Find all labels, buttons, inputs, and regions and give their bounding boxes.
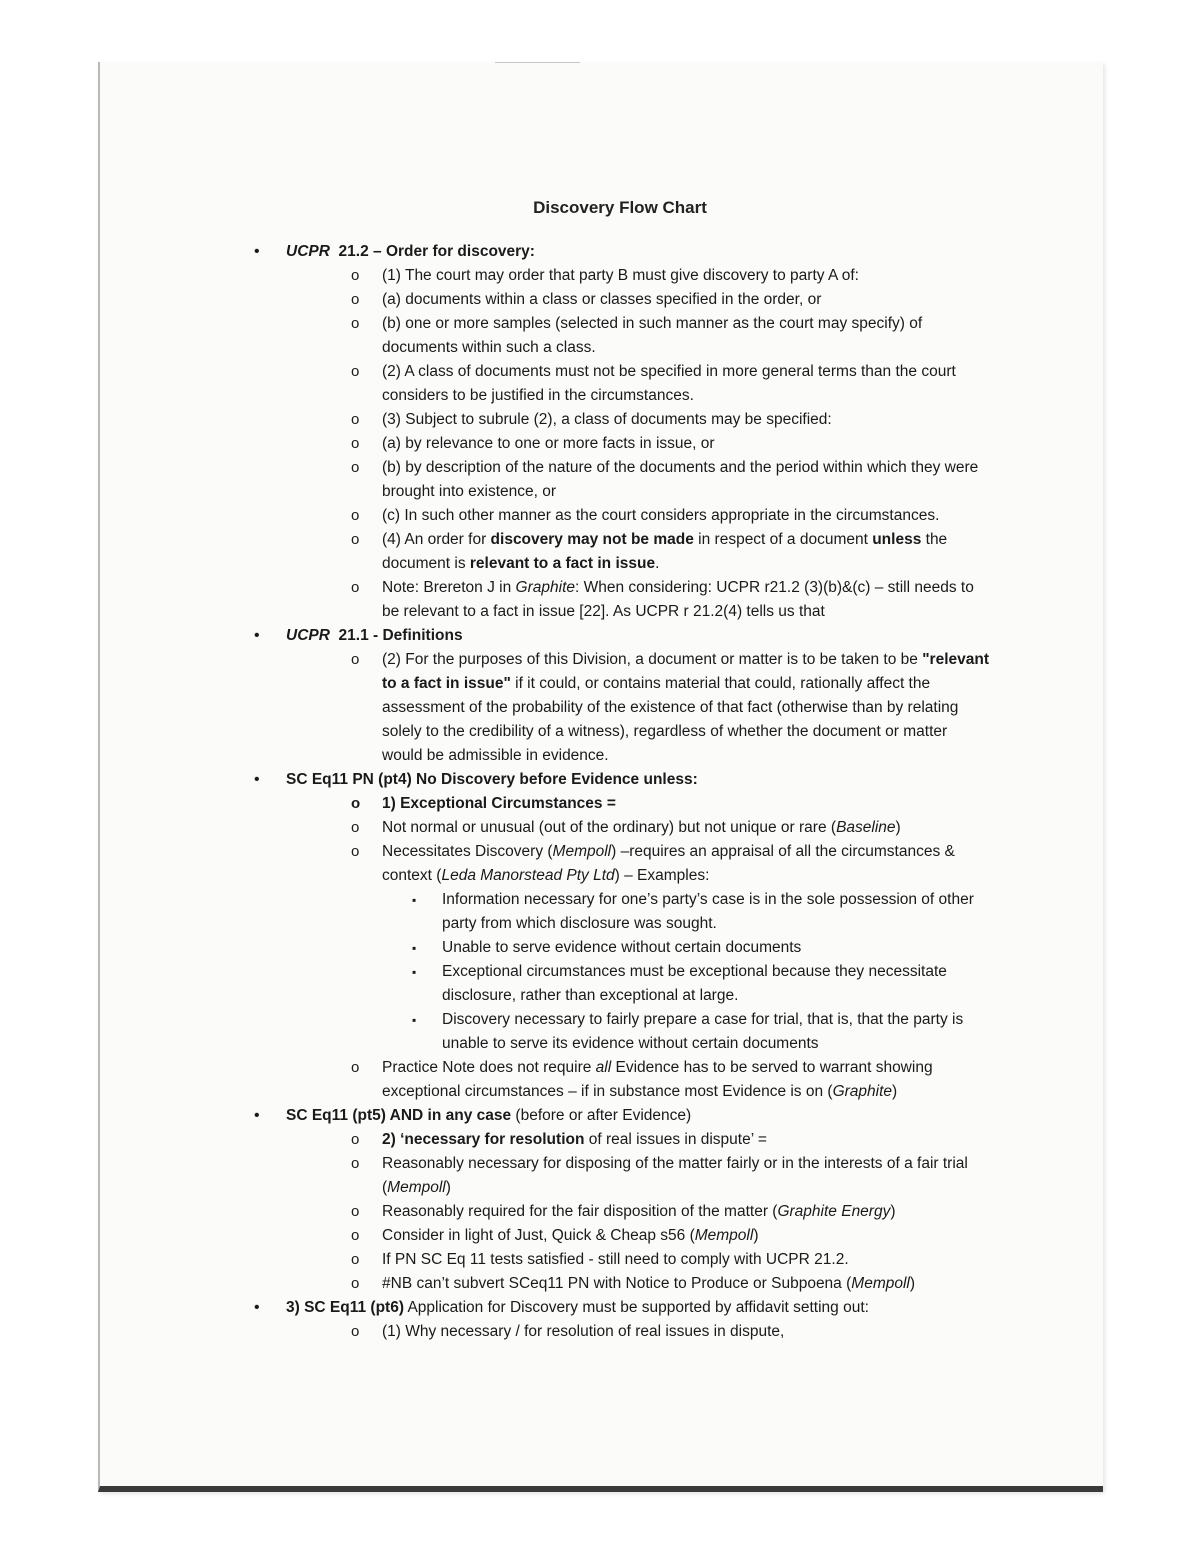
text: . bbox=[655, 555, 660, 572]
case-name: Mempoll bbox=[387, 1179, 446, 1196]
sub-list bbox=[286, 1128, 990, 1296]
page-title: Discovery Flow Chart bbox=[533, 198, 707, 217]
text: Note: Brereton J in bbox=[382, 579, 516, 596]
list-item bbox=[322, 816, 990, 840]
text: of real issues in dispute’ = bbox=[584, 1131, 767, 1148]
case-name: Graphite bbox=[832, 1083, 893, 1100]
case-name: Mempoll bbox=[694, 1227, 754, 1244]
text: #NB can’t subvert SCeq11 PN with Notice to Produce or Subpoena ( bbox=[382, 1275, 852, 1292]
text: Necessitates Discovery ( bbox=[382, 843, 553, 860]
list-item: ▪ Exceptional circumstances must be exceptional because they necessitate disclosure, rather than exceptional at large. bbox=[382, 960, 990, 1008]
list-item bbox=[322, 840, 990, 1056]
text: ) bbox=[909, 1275, 916, 1292]
section-ucpr-21-2 bbox=[250, 240, 990, 624]
list-item bbox=[322, 1152, 990, 1200]
document-body bbox=[250, 240, 990, 1344]
list-item: o (3) Subject to subrule (2), a class of documents may be specified: bbox=[322, 408, 990, 432]
list-item: o (b) by description of the nature of the documents and the period within which they were brought into existence, or bbox=[322, 456, 990, 504]
bold-text: 2) ‘necessary for resolution bbox=[382, 1131, 585, 1148]
sub-list bbox=[286, 264, 990, 624]
list-item bbox=[322, 1224, 990, 1248]
text: : When considering: UCPR r21.2 (3)(b)&(c) – still needs to be relevant to a fact in issue [22]. As UCPR r 21.2(4) tells us that bbox=[382, 579, 974, 620]
list-item: o (c) In such other manner as the court considers appropriate in the circumstances. bbox=[322, 504, 990, 528]
section-head: 3) SC Eq11 (pt6) bbox=[286, 1299, 404, 1316]
sub-list bbox=[286, 792, 990, 1104]
text: ) bbox=[890, 1203, 896, 1220]
case-name: Mempoll bbox=[851, 1275, 910, 1292]
main-list bbox=[250, 240, 990, 1344]
example-list bbox=[382, 888, 990, 1056]
list-item bbox=[322, 1128, 990, 1152]
text: ) bbox=[892, 1083, 898, 1100]
list-item: ▪ Discovery necessary to fairly prepare a case for trial, that is, that the party is unable to serve its evidence without certain documents bbox=[382, 1008, 990, 1056]
list-item: o 1) Exceptional Circumstances = bbox=[322, 792, 990, 816]
text: ) – Examples: bbox=[614, 867, 710, 884]
list-item bbox=[322, 1200, 990, 1224]
text: Reasonably required for the fair disposition of the matter ( bbox=[382, 1203, 778, 1220]
list-item bbox=[322, 648, 990, 768]
text: (4) An order for bbox=[382, 531, 491, 548]
text: Practice Note does not require bbox=[382, 1059, 596, 1076]
text: ) bbox=[895, 819, 901, 836]
text: Reasonably necessary for disposing of the matter fairly or in the interests of a fair trial ( bbox=[382, 1155, 968, 1196]
list-item bbox=[322, 1272, 990, 1296]
case-name: Leda Manorstead Pty Ltd bbox=[441, 867, 615, 884]
case-name: Graphite Energy bbox=[777, 1203, 891, 1220]
sub-list bbox=[286, 1320, 990, 1344]
list-item: o (a) documents within a class or classes specified in the order, or bbox=[322, 288, 990, 312]
italic-text: all bbox=[595, 1059, 612, 1076]
scan-mark bbox=[495, 62, 580, 63]
section-head-italic: UCPR bbox=[286, 627, 330, 644]
text: Application for Discovery must be supported by affidavit setting out: bbox=[404, 1299, 869, 1316]
sub-list bbox=[286, 648, 990, 768]
section-sc-eq11-pt6 bbox=[250, 1296, 990, 1344]
section-head: SC Eq11 (pt5) AND in any case bbox=[286, 1107, 512, 1124]
text: (2) For the purposes of this Division, a document or matter is to be taken to be bbox=[382, 651, 923, 668]
section-head: SC Eq11 PN (pt4) No Discovery before Evidence unless: bbox=[286, 771, 698, 788]
list-item: o (1) Why necessary / for resolution of real issues in dispute, bbox=[322, 1320, 990, 1344]
list-item: o (2) A class of documents must not be specified in more general terms than the court considers to be justified in the circumstances. bbox=[322, 360, 990, 408]
text: if it could, or contains material that could, rationally affect the assessment of the probability of the existence of that fact (otherwise than by relating solely to the credibility of a witness), regardless of whether the document or matter would be admissible in evidence. bbox=[382, 675, 959, 764]
section-head: 21.2 – Order for discovery: bbox=[338, 243, 535, 260]
text: Not normal or unusual (out of the ordinary) but not unique or rare ( bbox=[382, 819, 837, 836]
list-item: ▪ Information necessary for one’s party’s case is in the sole possession of other party from which disclosure was sought. bbox=[382, 888, 990, 936]
bold-text: discovery may not be made bbox=[490, 531, 694, 548]
bold-text: relevant to a fact in issue bbox=[469, 555, 656, 572]
list-item: o If PN SC Eq 11 tests satisfied - still need to comply with UCPR 21.2. bbox=[322, 1248, 990, 1272]
list-item: ▪ Unable to serve evidence without certain documents bbox=[382, 936, 990, 960]
bold-text: unless bbox=[872, 531, 922, 548]
case-name: Graphite bbox=[515, 579, 575, 596]
list-item: o (a) by relevance to one or more facts in issue, or bbox=[322, 432, 990, 456]
text: in respect of a document bbox=[693, 531, 873, 548]
list-item: o (b) one or more samples (selected in such manner as the court may specify) of documents within such a class. bbox=[322, 312, 990, 360]
text: Evidence has to be served to warrant showing exceptional circumstances – if in substance most Evidence is on ( bbox=[382, 1059, 933, 1100]
text: ) bbox=[753, 1227, 759, 1244]
list-item bbox=[322, 528, 990, 576]
text: ) –requires an appraisal of all the circumstances & context ( bbox=[382, 843, 955, 884]
text: the document is bbox=[382, 531, 948, 572]
text: Consider in light of Just, Quick & Cheap s56 ( bbox=[382, 1227, 695, 1244]
section-sc-eq11-pt5 bbox=[250, 1104, 990, 1296]
paper-sheet bbox=[98, 62, 1103, 1492]
text: (before or after Evidence) bbox=[511, 1107, 692, 1124]
list-item: o (1) The court may order that party B must give discovery to party A of: bbox=[322, 264, 990, 288]
case-name: Mempoll bbox=[552, 843, 612, 860]
text: ) bbox=[445, 1179, 451, 1196]
section-head-italic: UCPR bbox=[286, 243, 330, 260]
list-item bbox=[322, 1056, 990, 1104]
section-head: 21.1 - Definitions bbox=[338, 627, 463, 644]
list-item bbox=[322, 576, 990, 624]
bold-text: "relevant to a fact in issue" bbox=[382, 651, 989, 692]
section-sc-eq11-pt4 bbox=[250, 768, 990, 1104]
section-ucpr-21-1 bbox=[250, 624, 990, 768]
case-name: Baseline bbox=[836, 819, 896, 836]
